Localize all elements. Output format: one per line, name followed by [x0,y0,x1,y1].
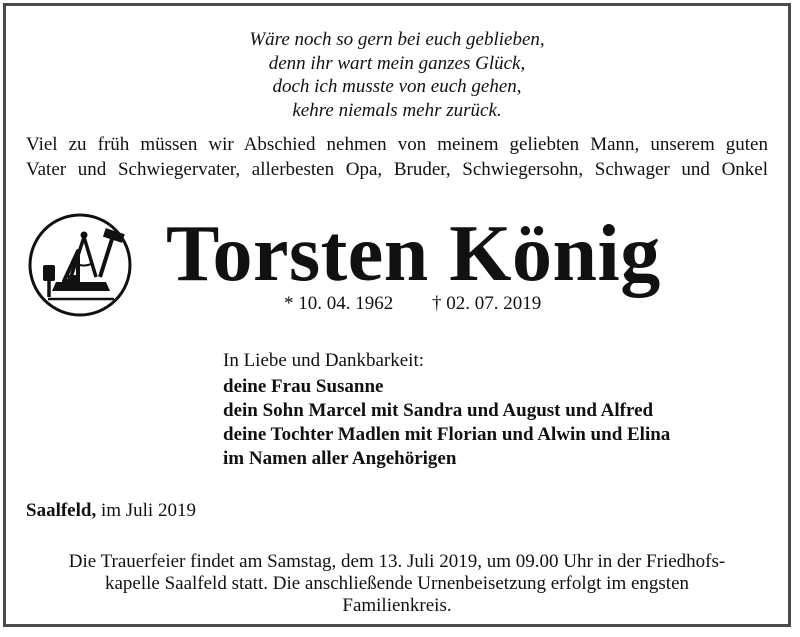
funeral-info [6,551,788,617]
life-dates [284,293,541,315]
intro-line: Viel zu früh müssen wir Abschied nehmen von meinem geliebten Mann, unserem guten [26,134,768,155]
place-month: im Juli 2019 [100,500,196,521]
funeral-line: Familienkreis. [342,595,452,616]
birth-date: * 10. 04. 1962 [284,293,394,314]
mourner-line: im Namen aller Angehörigen [223,448,457,469]
deceased-name: Torsten König [166,210,661,298]
intro-line: Vater und Schwiegervater, allerbesten Opa, Bruder, Schwiegersohn, Schwager und Onkel [26,159,768,180]
place-date [26,500,196,522]
poem [6,28,788,122]
poem-line: denn ihr wart mein ganzes Glück, [268,52,526,74]
place-city: Saalfeld, [26,500,97,521]
funeral-line: kapelle Saalfeld statt. Die anschließende Urnenbeisetzung erfolgt im engsten [104,573,690,594]
death-date: † 02. 07. 2019 [432,293,542,314]
mourners-list [223,375,670,471]
poem-line: doch ich musste von euch gehen, [272,76,522,97]
mourner-line: deine Tochter Madlen mit Florian und Alwin und Elina [223,424,671,445]
mourner-line: dein Sohn Marcel mit Sandra und August und Alfred [223,400,654,421]
poem-line: kehre niemals mehr zurück. [292,99,502,121]
mourners-heading: In Liebe und Dankbarkeit: [223,350,425,371]
poem-line: Wäre noch so gern bei euch geblieben, [249,29,545,50]
obituary-notice [3,3,791,627]
mourners-block [223,349,670,471]
intro-text [26,132,768,182]
compass-square-hammer-plane-icon [26,211,134,319]
mourner-line: deine Frau Susanne [223,376,384,397]
funeral-line: Die Trauerfeier findet am Samstag, dem 13. Juli 2019, um 09.00 Uhr in der Friedhofs- [68,551,726,572]
